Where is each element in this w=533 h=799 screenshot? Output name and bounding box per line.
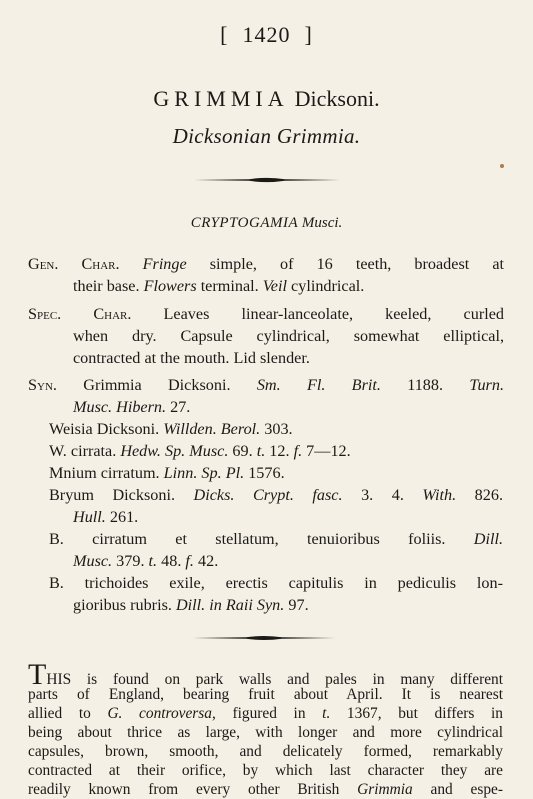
gen-char-text: terminal. <box>196 277 263 295</box>
gen-char-text: cylindrical. <box>287 277 365 295</box>
page-number-value: 1420 <box>242 22 291 47</box>
synonym-ref: Musc. Hibern. <box>73 398 167 416</box>
gen-char-line-2 <box>73 277 364 296</box>
description-line-6 <box>28 761 503 780</box>
synonym-text: 48. <box>157 552 186 570</box>
drop-cap: T <box>28 658 47 691</box>
synonym-ref: t. <box>148 552 158 570</box>
description-text: 1367, but differs in <box>330 705 503 722</box>
synonym-ref: Dicks. Crypt. fasc. <box>193 486 343 504</box>
paper-speck <box>500 164 504 168</box>
gen-char-line-1 <box>28 255 504 274</box>
synonym-name: W. cirrata. <box>49 442 121 460</box>
synonym-line-3 <box>49 420 293 439</box>
gen-char-term: Flowers <box>143 277 197 295</box>
description-line-3 <box>28 704 503 723</box>
description-line-5 <box>28 742 503 761</box>
synonym-ref: Dill. in Raii Syn. <box>175 596 285 614</box>
gen-char-term: Veil <box>262 277 287 295</box>
synonym-text: 27. <box>166 398 191 416</box>
order-name: Musci. <box>301 215 343 231</box>
synonym-name: B. trichoides exile, erectis capitulis in pediculis lon- <box>49 574 503 592</box>
synonym-line-2 <box>73 398 190 417</box>
synonym-ref: Willden. Berol. <box>163 420 261 438</box>
spec-char-text: contracted at the mouth. Lid slender. <box>73 349 310 367</box>
classification <box>0 215 533 232</box>
species-name: Dicksoni. <box>294 86 380 111</box>
class-name: CRYPTOGAMIA <box>190 215 299 231</box>
description-term: Grimmia <box>357 781 413 798</box>
synonym-text: 42. <box>193 552 219 570</box>
synonym-name: Weisia Dicksoni. <box>49 420 164 438</box>
synonym-text: 3. 4. <box>342 486 423 504</box>
synonym-line-9 <box>73 552 218 571</box>
synonym-name: Grimmia Dicksoni. <box>83 376 257 394</box>
synonym-name: Bryum Dicksoni. <box>49 486 194 504</box>
synonym-text: 1576. <box>244 464 285 482</box>
synonym-ref: Hull. <box>73 508 106 526</box>
description-text: allied to <box>28 705 108 722</box>
synonym-line-7 <box>73 508 138 527</box>
synonym-line-11 <box>73 596 309 615</box>
spec-char-text: Leaves linear-lanceolate, keeled, curled <box>163 305 505 323</box>
page-number <box>0 22 533 48</box>
synonym-line-5 <box>49 464 285 483</box>
gen-char-text: their base. <box>73 277 144 295</box>
synonym-text: 69. <box>228 442 257 460</box>
synonym-text: 7—12. <box>302 442 351 460</box>
spec-char-line-2 <box>73 327 504 346</box>
synonym-name: Mnium cirratum. <box>49 464 164 482</box>
synonym-line-1 <box>28 376 504 395</box>
synonym-name: gioribus rubris. <box>73 596 176 614</box>
synonym-line-6 <box>49 486 503 505</box>
gen-char-label: Gen. Char. <box>28 255 120 273</box>
synonym-line-8 <box>49 530 503 549</box>
spec-char-line-1 <box>28 305 504 324</box>
spec-char-line-3 <box>73 349 310 368</box>
synonym-ref: Musc. <box>73 552 113 570</box>
description-text: contracted at their orifice, by which last character they are <box>28 762 503 779</box>
species-title <box>0 86 533 112</box>
left-bracket: [ <box>220 22 229 47</box>
spec-char-text: when dry. Capsule cylindrical, somewhat elliptical, <box>73 327 504 345</box>
description-text: HIS is found on park walls and pales in many different <box>46 671 503 688</box>
synonym-line-4 <box>49 442 351 461</box>
synonym-text: 379. <box>112 552 149 570</box>
description-line-2 <box>28 685 503 704</box>
synonym-text: 261. <box>105 508 139 526</box>
synonym-text: 1188. <box>380 376 470 394</box>
synonym-ref: f. <box>185 552 194 570</box>
description-text: , figured in <box>211 705 323 722</box>
synonym-text: 12. <box>265 442 294 460</box>
synonym-ref: f. <box>293 442 303 460</box>
synonym-text: 97. <box>284 596 309 614</box>
synonym-text: 303. <box>260 420 293 438</box>
description-text: being about thrice as large, with longer and more cylindrical <box>28 724 503 741</box>
gen-char-text: simple, of 16 teeth, broadest at <box>186 255 505 273</box>
synonym-line-10 <box>49 574 503 593</box>
description-text: capsules, brown, smooth, and delicately formed, remarkably <box>28 743 503 760</box>
description-text: and espe- <box>412 781 503 798</box>
synonym-name: B. cirratum et stellatum, tenuioribus foliis. <box>49 530 474 548</box>
description-term: t. <box>322 705 331 722</box>
synonym-ref: Linn. Sp. Pl. <box>163 464 245 482</box>
genus-name: GRIMMIA <box>153 86 289 111</box>
description-text: parts of England, bearing fruit about April. It is nearest <box>28 686 503 703</box>
description-term: G. controversa <box>107 705 212 722</box>
synonym-ref: t. <box>256 442 266 460</box>
gen-char-term: Fringe <box>142 255 187 273</box>
description-line-7 <box>28 780 503 799</box>
synonym-ref: Hedw. Sp. Musc. <box>120 442 229 460</box>
synonyms-label: Syn. <box>28 376 57 394</box>
description-text: readily known from every other British <box>28 781 358 798</box>
synonym-text: 826. <box>456 486 504 504</box>
synonym-ref: Dill. <box>473 530 503 548</box>
synonym-ref: With. <box>422 486 457 504</box>
synonym-ref: Sm. Fl. Brit. <box>256 376 381 394</box>
right-bracket: ] <box>304 22 313 47</box>
description-line-4 <box>28 723 503 742</box>
spec-char-label: Spec. Char. <box>28 305 132 323</box>
synonym-ref: Turn. <box>469 376 505 394</box>
common-name: Dicksonian Grimmia. <box>172 124 361 148</box>
